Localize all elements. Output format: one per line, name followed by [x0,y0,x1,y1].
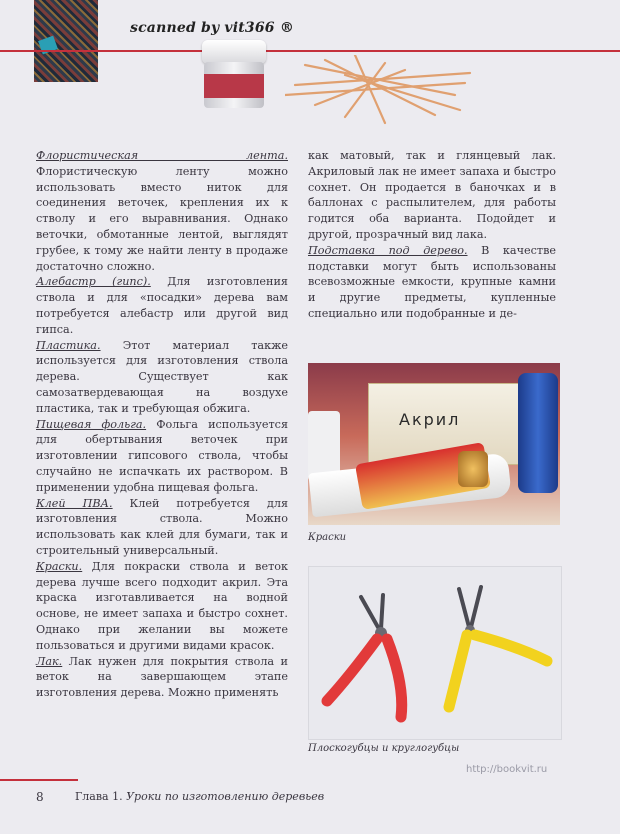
website-watermark: http://bookvit.ru [466,764,548,775]
footer-rule [0,779,78,781]
page-number: 8 [36,790,44,804]
wooden-sticks-image [285,55,475,125]
chapter-footer [75,790,324,803]
header-rule [0,50,620,52]
gold-cap [458,451,488,487]
paragraph-plastic: Пластика. Этот материал также используется для изготовления ствола дерева. Существует как самозатвердевающая на воздухе пластика, так и требующая обжига. [36,338,288,415]
scan-credit: scanned by vit366 ® [130,20,295,36]
paragraph-stand: Подставка под дерево. В качестве подставки могут быть использованы всевозможные емкости, крупные камни и другие предметы, купленные специально или подобранные и де- [308,243,556,320]
decorative-beaded-strip [34,0,98,82]
paragraph-alabaster: Алебастр (гипс). Для изготовления ствола и для «посадки» дерева вам потребуется алебастр или другой вид гипса. [36,275,288,336]
paragraph-foil: Пищевая фольга. Фольга используется для обертывания веточек при изготовлении гипсового ствола, чтобы случайно не испачкать их раствором. В применении удобна пищевая фольга. [36,417,288,494]
paragraph-pva-glue: Клей ПВА. Клей потребуется для изготовления ствола. Можно использовать как клей для бумаги, так и строительный универсальный. [36,496,289,557]
paragraph-paints: Краски. Для покраски ствола и веток дерева лучше всего подходит акрил. Эта краска изготавливается на водной основе, не имеет запаха и быстро сохнет. Однако при желании вы можете пользоваться и другими видами красок. [36,559,288,652]
pliers-caption: Плоскогубцы и круглогубцы [308,743,460,754]
paragraph-varnish: Лак. Лак нужен для покрытия ствола и веток на завершающем этапе изготовления дерева. Можно применять [36,654,288,700]
paints-photo [308,363,560,525]
paragraph-varnish-cont: как матовый, так и глянцевый лак. Акриловый лак не имеет запаха и быстро сохнет. Он продается в баночках и в баллонах с распылителем, для работы годится оба варианта. Подойдет и другой, прозрачный вид лака. [308,149,556,241]
paints-caption: Краски [308,532,347,543]
pliers-illustration [309,567,561,739]
pliers-photo [308,566,562,740]
chapter-title: Уроки по изготовлению деревьев [122,790,325,803]
gypsum-jar-image [198,40,270,112]
blue-bottle [518,373,558,493]
acrylic-box-label: Акрил [399,410,461,429]
text-column-right [308,148,556,322]
text-column-left [36,148,288,701]
paragraph-floral-tape: Флористическая лента. Флористическую ленту можно использовать вместо ниток для соединения веточек, крепления их к стволу и его выравнивания. Однако веточки, обмотанные лентой, выглядят грубее, к тому же найти ленту в продаже достаточно сложно. [36,149,288,273]
chapter-label: Глава 1. [75,790,123,803]
